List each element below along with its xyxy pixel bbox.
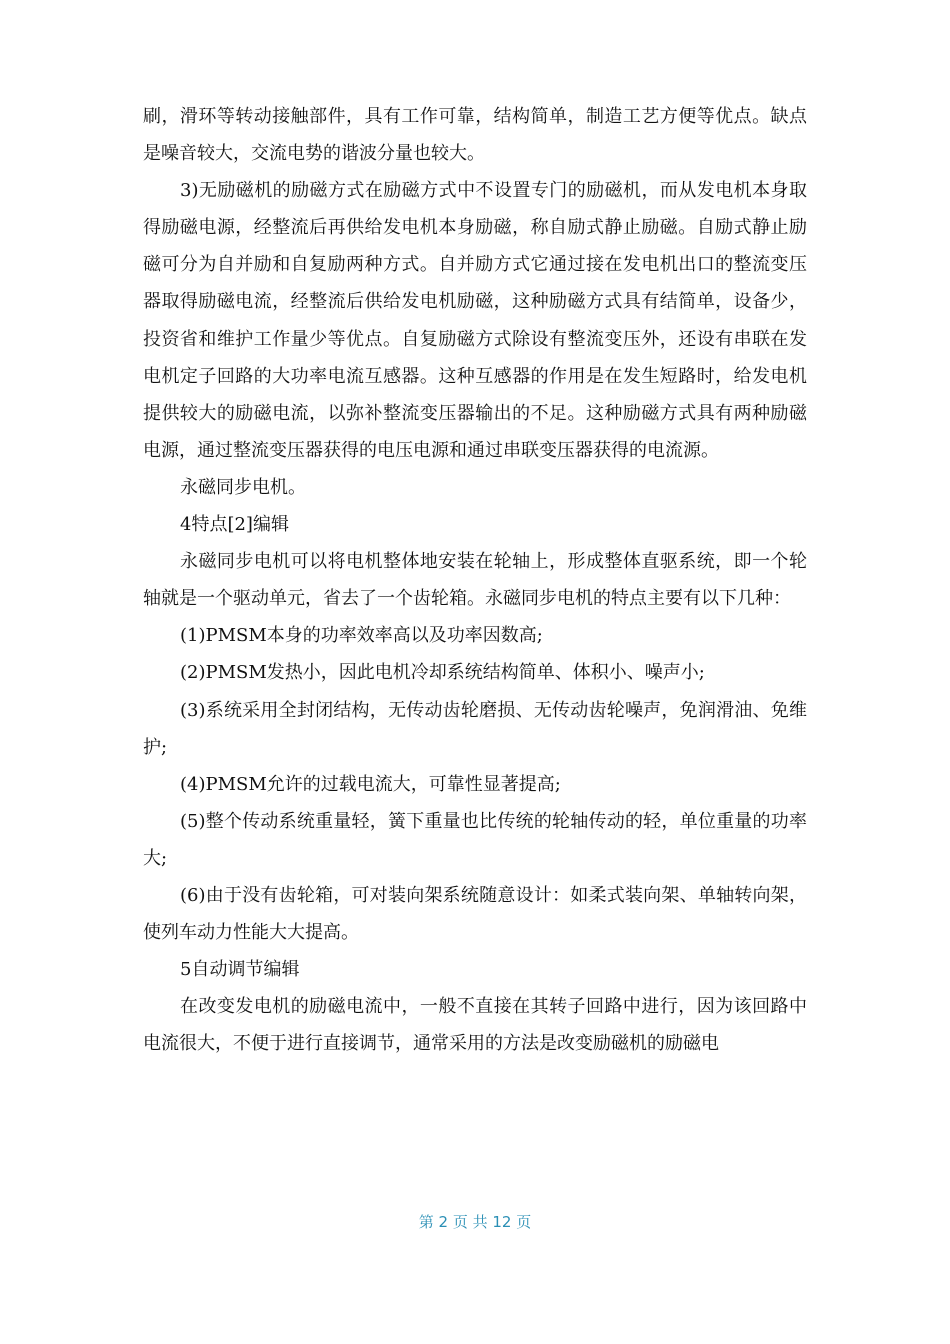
- list-item-6: (6)由于没有齿轮箱，可对装向架系统随意设计：如柔式装向架、单轴转向架，使列车动力性能大大提高。: [143, 884, 807, 944]
- document-body: [143, 98, 807, 1062]
- page-footer: 第 2 页 共 12 页: [418, 1213, 532, 1231]
- paragraph-continued: 刷，滑环等转动接触部件，具有工作可靠，结构简单，制造工艺方便等优点。缺点是噪音较大，交流电势的谐波分量也较大。: [143, 106, 807, 165]
- section-heading-auto-regulation: 5自动调节编辑: [180, 959, 300, 981]
- list-item-3: (3)系统采用全封闭结构，无传动齿轮磨损、无传动齿轮噪声，免润滑油、免维护;: [143, 699, 807, 758]
- paragraph-auto-regulation: 在改变发电机的励磁电流中，一般不直接在其转子回路中进行，因为该回路中电流很大，不便于进行直接调节，通常采用的方法是改变励磁机的励磁电: [143, 996, 807, 1055]
- paragraph-excitation-method: 3)无励磁机的励磁方式在励磁方式中不设置专门的励磁机，而从发电机本身取得励磁电源，经整流后再供给发电机本身励磁，称自励式静止励磁。自励式静止励磁可分为自并励和自复励两种方式。自并励方式它通过接在发电机出口的整流变压器取得励磁电流，经整流后供给发电机励磁，这种励磁方式具有结简单，设备少，投资省和维护工作量少等优点。自复励磁方式除设有整流变压外，还设有串联在发电机定子回路的大功率电流互感器。这种互感器的作用是在发生短路时，给发电机提供较大的励磁电流，以弥补整流变压器输出的不足。这种励磁方式具有两种励磁电源，通过整流变压器获得的电压电源和通过串联变压器获得的电流源。: [143, 180, 807, 461]
- list-item-4: (4)PMSM允许的过载电流大，可靠性显著提高;: [180, 773, 561, 795]
- list-item-1: (1)PMSM本身的功率效率高以及功率因数高;: [180, 625, 543, 647]
- list-item-5: (5)整个传动系统重量轻，簧下重量也比传统的轮轴传动的轻，单位重量的功率大;: [143, 810, 807, 869]
- list-item-2: (2)PMSM发热小，因此电机冷却系统结构简单、体积小、噪声小;: [180, 662, 705, 684]
- paragraph-pmsm-intro: 永磁同步电机可以将电机整体地安装在轮轴上，形成整体直驱系统，即一个轮轴就是一个驱动单元，省去了一个齿轮箱。永磁同步电机的特点主要有以下几种：: [143, 551, 807, 610]
- section-heading-features: 4特点[2]编辑: [180, 514, 289, 536]
- paragraph-pmsm-title: 永磁同步电机。: [180, 476, 306, 498]
